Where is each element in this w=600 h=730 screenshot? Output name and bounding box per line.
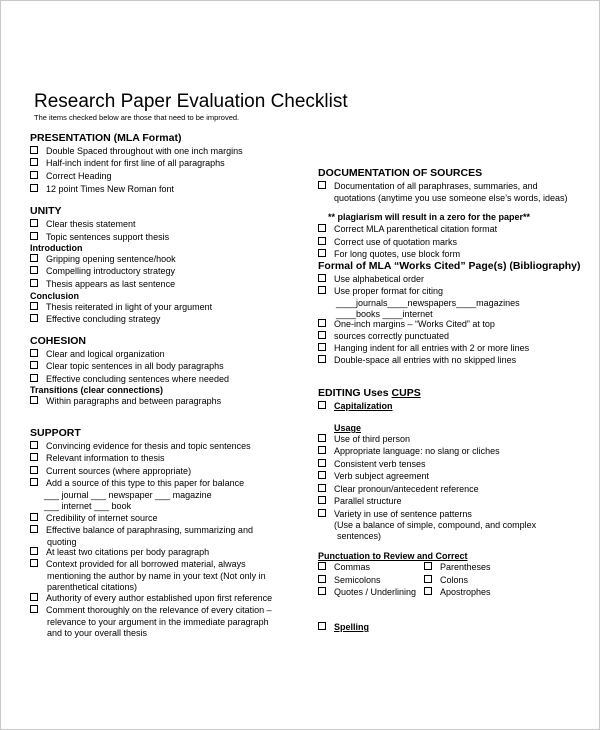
- checkbox-icon[interactable]: [30, 441, 38, 449]
- checkbox-icon[interactable]: [424, 575, 432, 583]
- checklist-item[interactable]: Variety in use of sentence patterns: [318, 509, 472, 520]
- checklist-item[interactable]: Authority of every author established upon first reference: [30, 593, 272, 604]
- checkbox-icon[interactable]: [318, 181, 326, 189]
- checklist-item[interactable]: Effective balance of paraphrasing, summarizing and: [30, 525, 253, 536]
- checklist-item[interactable]: Use alphabetical order: [318, 274, 424, 285]
- checklist-item[interactable]: Double Spaced throughout with one inch margins: [30, 146, 243, 157]
- page-subtitle: The items checked below are those that need to be improved.: [34, 113, 240, 122]
- checkbox-icon[interactable]: [318, 562, 326, 570]
- checklist-item[interactable]: Half-inch indent for first line of all paragraphs: [30, 158, 225, 169]
- checklist-item[interactable]: Quotes / Underlining: [318, 587, 416, 598]
- checkbox-icon[interactable]: [30, 302, 38, 310]
- checklist-item[interactable]: One-inch margins – “Works Cited” at top: [318, 319, 495, 330]
- cohesion-heading: COHESION: [30, 335, 87, 347]
- checkbox-icon[interactable]: [30, 158, 38, 166]
- support-heading: SUPPORT: [30, 427, 81, 439]
- checkbox-icon[interactable]: [30, 466, 38, 474]
- checkbox-icon[interactable]: [30, 146, 38, 154]
- checklist-item[interactable]: Appropriate language: no slang or cliches: [318, 446, 500, 457]
- checkbox-icon[interactable]: [318, 434, 326, 442]
- checkbox-icon[interactable]: [318, 471, 326, 479]
- checklist-item[interactable]: Use of third person: [318, 434, 410, 445]
- checkbox-icon[interactable]: [318, 319, 326, 327]
- checkbox-icon[interactable]: [318, 509, 326, 517]
- item-continuation: mentioning the author by name in your text (Not only in: [47, 571, 266, 581]
- checklist-item[interactable]: Spelling: [318, 622, 369, 633]
- item-continuation: (Use a balance of simple, compound, and complex: [334, 520, 537, 530]
- checkbox-icon[interactable]: [318, 224, 326, 232]
- checklist-item[interactable]: Clear topic sentences in all body paragraphs: [30, 361, 224, 372]
- checkbox-icon[interactable]: [30, 593, 38, 601]
- checklist-item[interactable]: Thesis reiterated in light of your argument: [30, 302, 212, 313]
- works-cited-heading: Formal of MLA “Works Cited” Page(s) (Bibliography): [318, 260, 581, 272]
- checkbox-icon[interactable]: [318, 355, 326, 363]
- checklist-item[interactable]: 12 point Times New Roman font: [30, 184, 174, 195]
- checklist-item[interactable]: Capitalization: [318, 401, 393, 412]
- checkbox-icon[interactable]: [318, 575, 326, 583]
- page-title: Research Paper Evaluation Checklist: [34, 91, 348, 112]
- checklist-item[interactable]: Within paragraphs and between paragraphs: [30, 396, 221, 407]
- plagiarism-warning: ** plagiarism will result in a zero for the paper**: [328, 212, 531, 222]
- item-continuation: quoting: [47, 537, 77, 547]
- checkbox-icon[interactable]: [30, 361, 38, 369]
- checklist-item[interactable]: Current sources (where appropriate): [30, 466, 191, 477]
- checklist-item[interactable]: sources correctly punctuated: [318, 331, 449, 342]
- checklist-item[interactable]: Context provided for all borrowed material, always: [30, 559, 246, 570]
- checklist-item[interactable]: Parallel structure: [318, 496, 402, 507]
- checklist-item[interactable]: Correct MLA parenthetical citation format: [318, 224, 497, 235]
- checkbox-icon[interactable]: [318, 249, 326, 257]
- checkbox-icon[interactable]: [30, 525, 38, 533]
- checklist-item[interactable]: Compelling introductory strategy: [30, 266, 175, 277]
- checkbox-icon[interactable]: [318, 274, 326, 282]
- punctuation-subheading: Punctuation to Review and Correct: [318, 551, 468, 561]
- checkbox-icon[interactable]: [30, 478, 38, 486]
- checkbox-icon[interactable]: [318, 286, 326, 294]
- checkbox-icon[interactable]: [30, 184, 38, 192]
- checkbox-icon[interactable]: [318, 459, 326, 467]
- transitions-subheading: Transitions (clear connections): [30, 385, 164, 395]
- checkbox-icon[interactable]: [30, 513, 38, 521]
- checkbox-icon[interactable]: [30, 279, 38, 287]
- source-type-line: ____journals____newspapers____magazines: [336, 298, 520, 308]
- unity-heading: UNITY: [30, 205, 62, 217]
- checkbox-icon[interactable]: [30, 396, 38, 404]
- checkbox-icon[interactable]: [424, 562, 432, 570]
- checkbox-icon[interactable]: [30, 254, 38, 262]
- checklist-item[interactable]: Add a source of this type to this paper for balance: [30, 478, 244, 489]
- checkbox-icon[interactable]: [30, 266, 38, 274]
- item-continuation: sentences): [337, 531, 382, 541]
- checkbox-icon[interactable]: [30, 232, 38, 240]
- checklist-item[interactable]: Colons: [424, 575, 468, 586]
- checkbox-icon[interactable]: [318, 331, 326, 339]
- usage-subheading: Usage: [334, 423, 362, 433]
- documentation-heading: DOCUMENTATION OF SOURCES: [318, 167, 483, 179]
- checklist-item[interactable]: Apostrophes: [424, 587, 491, 598]
- checkbox-icon[interactable]: [30, 547, 38, 555]
- checkbox-icon[interactable]: [318, 343, 326, 351]
- checkbox-icon[interactable]: [318, 587, 326, 595]
- presentation-heading: PRESENTATION (MLA Format): [30, 132, 182, 144]
- checklist-item[interactable]: Use proper format for citing: [318, 286, 443, 297]
- checklist-item[interactable]: Clear pronoun/antecedent reference: [318, 484, 479, 495]
- checklist-item[interactable]: Effective concluding sentences where needed: [30, 374, 229, 385]
- checkbox-icon[interactable]: [318, 401, 326, 409]
- checklist-item[interactable]: Credibility of internet source: [30, 513, 158, 524]
- checklist-item[interactable]: Effective concluding strategy: [30, 314, 160, 325]
- editing-heading: EDITING Uses CUPS: [318, 387, 421, 399]
- item-continuation: and to your overall thesis: [47, 628, 148, 638]
- checklist-item[interactable]: Verb subject agreement: [318, 471, 429, 482]
- source-type-line: ___ journal ___ newspaper ___ magazine: [44, 490, 212, 500]
- checkbox-icon[interactable]: [318, 496, 326, 504]
- checklist-item[interactable]: Correct Heading: [30, 171, 112, 182]
- checklist-item[interactable]: Thesis appears as last sentence: [30, 279, 175, 290]
- checkbox-icon[interactable]: [30, 171, 38, 179]
- checkbox-icon[interactable]: [30, 605, 38, 613]
- checkbox-icon[interactable]: [318, 446, 326, 454]
- checklist-item[interactable]: Topic sentences support thesis: [30, 232, 169, 243]
- checklist-item[interactable]: Correct use of quotation marks: [318, 237, 457, 248]
- checkbox-icon[interactable]: [424, 587, 432, 595]
- checklist-item[interactable]: At least two citations per body paragraph: [30, 547, 209, 558]
- checklist-item[interactable]: Double-space all entries with no skipped lines: [318, 355, 516, 366]
- conclusion-subheading: Conclusion: [30, 291, 79, 301]
- checkbox-icon[interactable]: [30, 349, 38, 357]
- item-continuation: quotations (anytime you use someone else’s words, ideas): [334, 193, 568, 203]
- item-continuation: parenthetical citations): [47, 582, 138, 592]
- checkbox-icon[interactable]: [30, 219, 38, 227]
- checklist-item[interactable]: Comment thoroughly on the relevance of every citation –: [30, 605, 272, 616]
- source-type-line: ____books ____internet: [336, 309, 433, 319]
- source-type-line: ___ internet ___ book: [44, 501, 132, 511]
- checkbox-icon[interactable]: [318, 237, 326, 245]
- introduction-subheading: Introduction: [30, 243, 83, 253]
- checklist-item[interactable]: Consistent verb tenses: [318, 459, 426, 470]
- checklist-item[interactable]: Relevant information to thesis: [30, 453, 165, 464]
- checklist-item[interactable]: Convincing evidence for thesis and topic sentences: [30, 441, 251, 452]
- checkbox-icon[interactable]: [318, 622, 326, 630]
- checkbox-icon[interactable]: [30, 559, 38, 567]
- checklist-item[interactable]: Semicolons: [318, 575, 381, 586]
- checklist-item[interactable]: For long quotes, use block form: [318, 249, 460, 260]
- item-continuation: relevance to your argument in the immediate paragraph: [47, 617, 269, 627]
- checklist-item[interactable]: Commas: [318, 562, 370, 573]
- checklist-item[interactable]: Gripping opening sentence/hook: [30, 254, 176, 265]
- checkbox-icon[interactable]: [30, 374, 38, 382]
- checkbox-icon[interactable]: [30, 314, 38, 322]
- checkbox-icon[interactable]: [30, 453, 38, 461]
- checklist-item[interactable]: Clear thesis statement: [30, 219, 136, 230]
- checklist-item[interactable]: Documentation of all paraphrases, summaries, and: [318, 181, 538, 192]
- checklist-item[interactable]: Parentheses: [424, 562, 491, 573]
- checklist-item[interactable]: Hanging indent for all entries with 2 or more lines: [318, 343, 529, 354]
- checkbox-icon[interactable]: [318, 484, 326, 492]
- checklist-item[interactable]: Clear and logical organization: [30, 349, 165, 360]
